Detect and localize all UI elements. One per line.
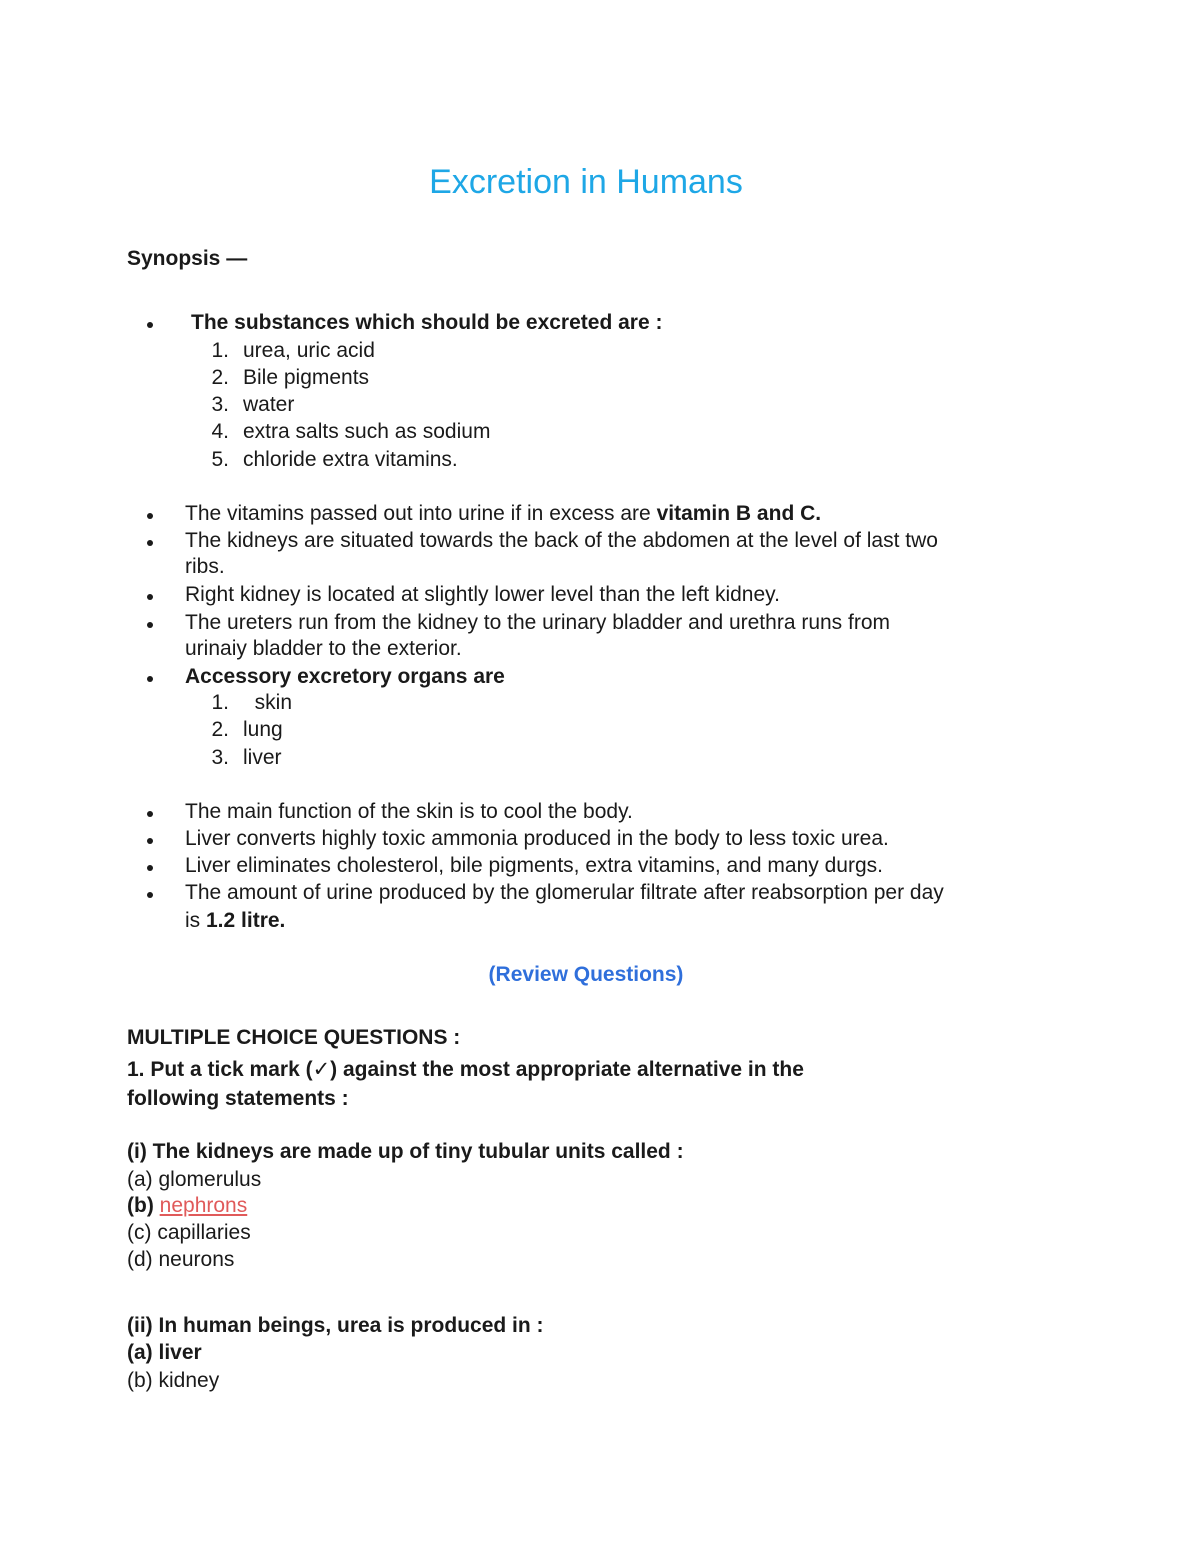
list-item: skin <box>243 691 293 714</box>
option-a: (a) glomerulus <box>127 1168 262 1191</box>
bullet-marker <box>147 811 153 817</box>
option-b <box>127 1192 247 1219</box>
list-number: 4. <box>211 420 229 443</box>
bullet-marker <box>147 892 153 898</box>
option-c: (c) capillaries <box>127 1221 251 1244</box>
question-2: (ii) In human beings, urea is produced in : <box>127 1314 544 1337</box>
option-d: (d) neurons <box>127 1248 235 1271</box>
substances-heading: The substances which should be excreted are : <box>191 311 663 334</box>
list-item: water <box>243 393 295 416</box>
bullet-marker <box>147 540 153 546</box>
urine-amount-continued <box>185 907 285 934</box>
list-number: 3. <box>211 746 229 769</box>
question-1: (i) The kidneys are made up of tiny tubular units called : <box>127 1140 684 1163</box>
list-item: Bile pigments <box>243 366 370 389</box>
option-a: (a) liver <box>127 1341 202 1364</box>
mcq-heading: MULTIPLE CHOICE QUESTIONS : <box>127 1026 461 1049</box>
bullet-marker <box>147 322 153 328</box>
list-item: lung <box>243 718 283 741</box>
list-number: 5. <box>211 448 229 471</box>
option-b-answer: nephrons <box>159 1194 248 1217</box>
bullet-marker <box>147 676 153 682</box>
accessory-organs-heading: Accessory excretory organs are <box>185 665 505 688</box>
mcq-instruction: 1. Put a tick mark (✓) against the most appropriate alternative in the <box>127 1058 804 1081</box>
urine-amount-bold: 1.2 litre. <box>206 909 286 932</box>
skin-function-bullet: The main function of the skin is to cool the body. <box>185 800 633 823</box>
list-item: liver <box>243 746 282 769</box>
ureters-bullet: The ureters run from the kidney to the urinary bladder and urethra runs from <box>185 611 891 634</box>
list-number: 2. <box>211 718 229 741</box>
kidneys-position-continued: ribs. <box>185 555 225 578</box>
list-item: extra salts such as sodium <box>243 420 491 443</box>
list-item: urea, uric acid <box>243 339 375 362</box>
option-b: (b) kidney <box>127 1369 220 1392</box>
vitamins-bold: vitamin B and C. <box>656 502 822 525</box>
vitamins-bullet <box>185 500 821 527</box>
kidneys-position-bullet: The kidneys are situated towards the back of the abdomen at the level of last two <box>185 529 938 552</box>
ureters-continued: urinaiy bladder to the exterior. <box>185 637 462 660</box>
list-number: 1. <box>211 339 229 362</box>
bullet-marker <box>147 513 153 519</box>
synopsis-label: Synopsis — <box>127 247 248 270</box>
list-number: 2. <box>211 366 229 389</box>
list-number: 1. <box>211 691 229 714</box>
liver-ammonia-bullet: Liver converts highly toxic ammonia produced in the body to less toxic urea. <box>185 827 889 850</box>
liver-eliminates-bullet: Liver eliminates cholesterol, bile pigments, extra vitamins, and many durgs. <box>185 854 883 877</box>
mcq-instruction-continued: following statements : <box>127 1087 349 1110</box>
list-number: 3. <box>211 393 229 416</box>
urine-amount-bullet: The amount of urine produced by the glomerular filtrate after reabsorption per day <box>185 881 944 904</box>
option-b-label: (b) <box>127 1194 160 1217</box>
bullet-marker <box>147 622 153 628</box>
review-questions-heading: (Review Questions) <box>488 963 684 986</box>
bullet-marker <box>147 838 153 844</box>
urine-amount-text: is <box>185 909 206 932</box>
bullet-marker <box>147 865 153 871</box>
bullet-marker <box>147 594 153 600</box>
page-title: Excretion in Humans <box>429 163 743 201</box>
vitamins-text: The vitamins passed out into urine if in excess are <box>185 502 657 525</box>
right-kidney-bullet: Right kidney is located at slightly lower level than the left kidney. <box>185 583 780 606</box>
list-item: chloride extra vitamins. <box>243 448 458 471</box>
